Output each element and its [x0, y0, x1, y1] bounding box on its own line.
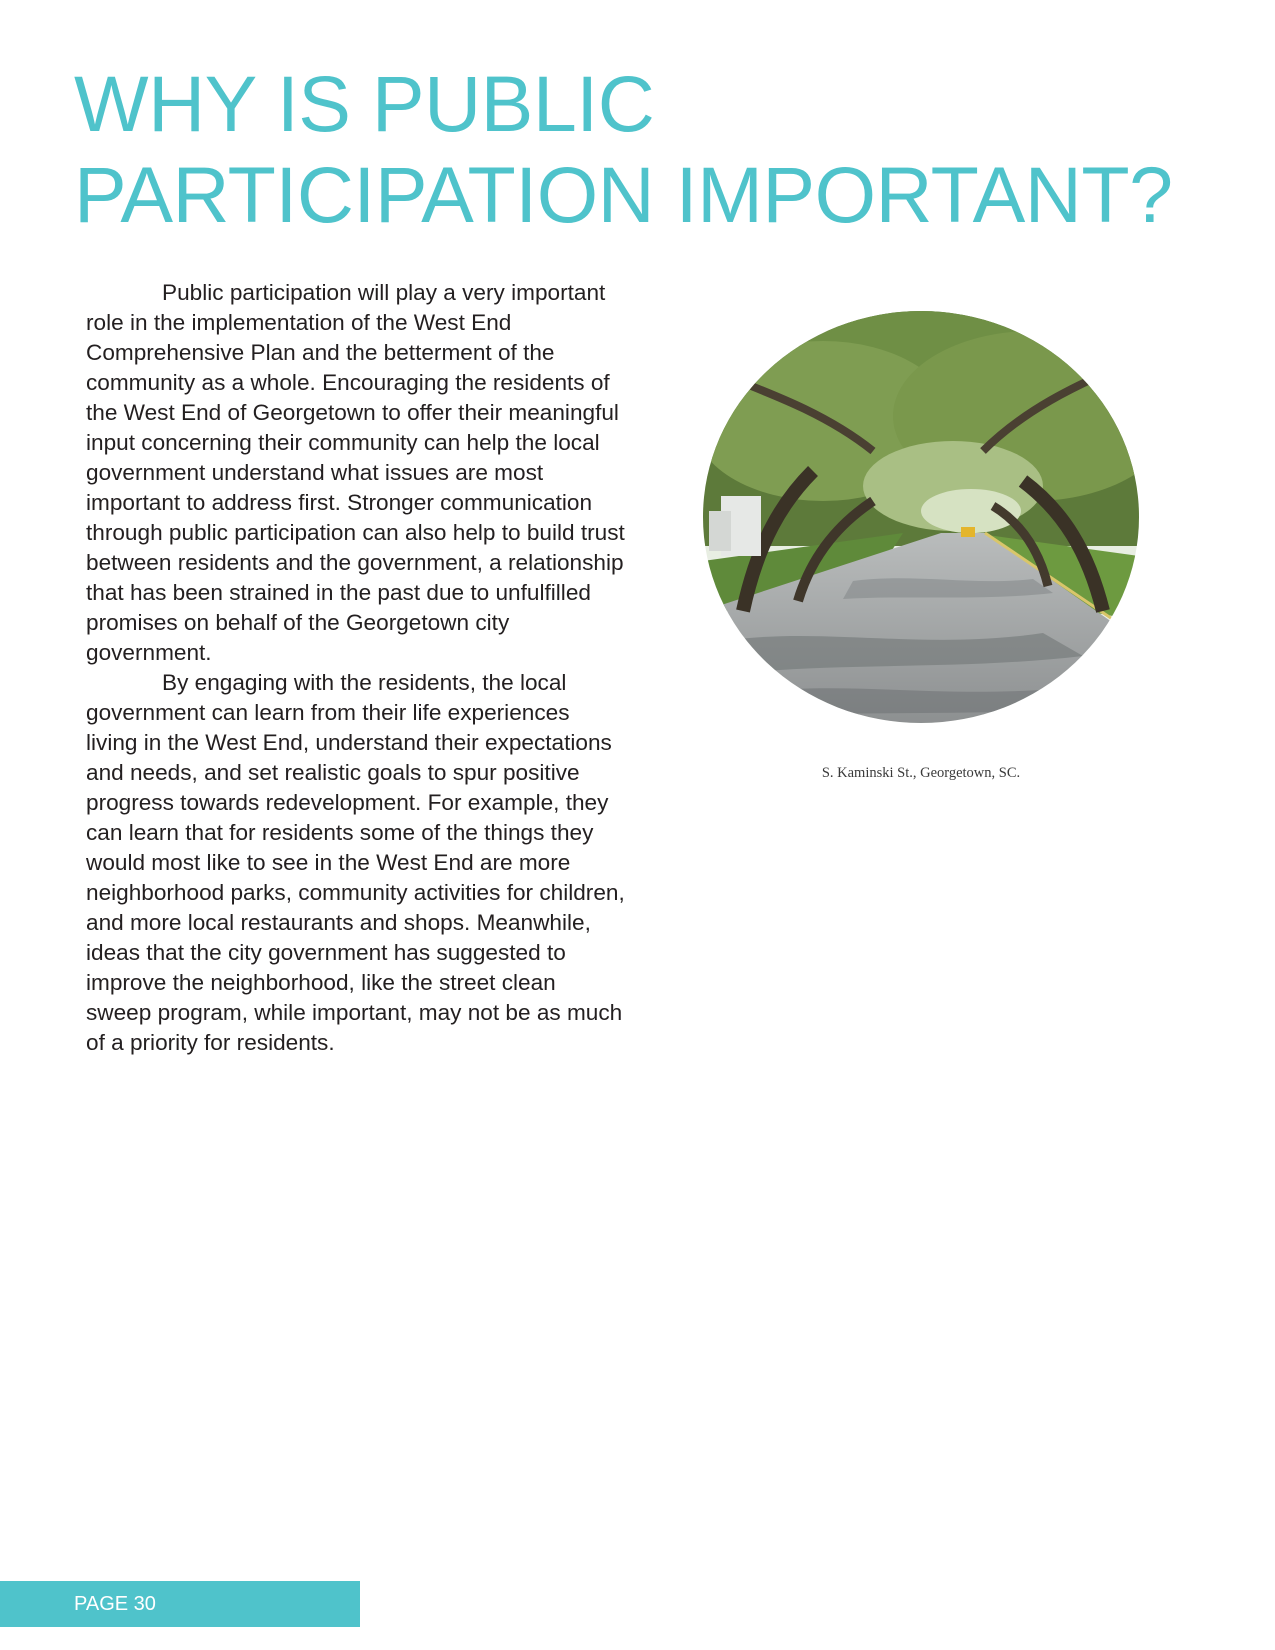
page-title	[74, 58, 1254, 240]
page-number: PAGE 30	[74, 1593, 156, 1615]
footer-bar	[0, 1581, 360, 1627]
body-text	[86, 278, 626, 1058]
body-paragraph-2: By engaging with the residents, the local government can learn from their life experiences living in the West End, understand their expectations and needs, and set realistic goals to spur positive progress towards redevelopment. For example, they can learn that for residents some of the things they would most like to see in the West End are more neighborhood parks, community activities for children, and more local restaurants and shops. Meanwhile, ideas that the city government has suggested to improve the neighborhood, like the street clean sweep program, while important, may not be as much of a priority for residents.	[86, 670, 625, 1055]
street-photo	[703, 311, 1139, 723]
body-paragraph-1: Public participation will play a very important role in the implementation of the West End Comprehensive Plan and the betterment of the community as a whole. Encouraging the residents of the West End of Georgetown to offer their meaningful input concerning their community can help the local government understand what issues are most important to address first. Stronger communication through public participation can also help to build trust between residents and the government, a relationship that has been strained in the past due to unfulfilled promises on behalf of the Georgetown city government.	[86, 280, 625, 665]
page-title-line-2: PARTICIPATION IMPORTANT?	[74, 150, 1173, 239]
photo-caption: S. Kaminski St., Georgetown, SC.	[821, 765, 1021, 781]
page-title-line-1: WHY IS PUBLIC	[74, 59, 655, 148]
